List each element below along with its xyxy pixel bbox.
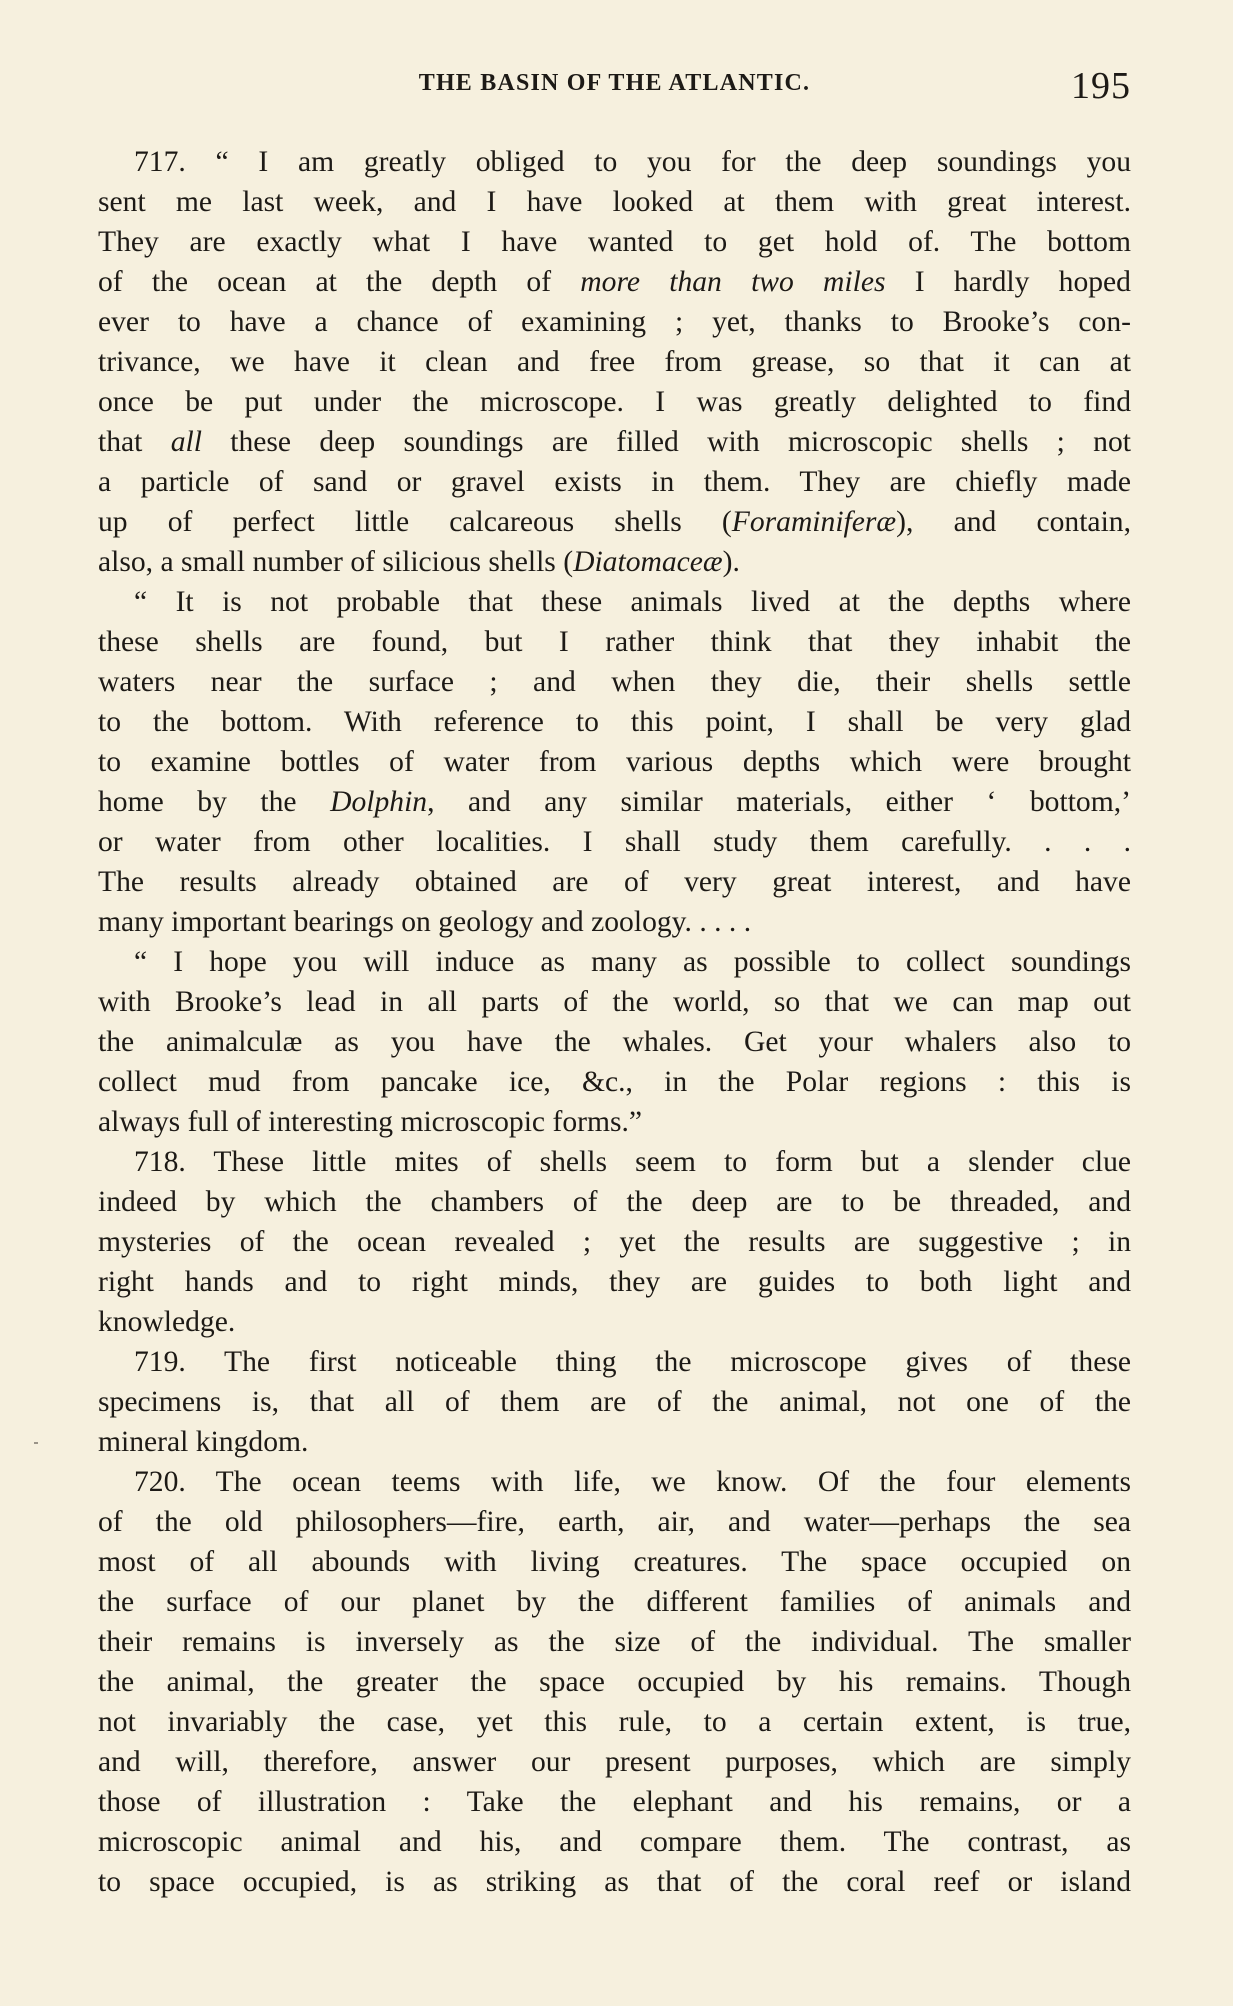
- text-line: [98, 1782, 1131, 1822]
- text-line: [98, 902, 1131, 942]
- text-segment: those of illustration : Take the elephant and his remains, or a: [98, 1786, 1131, 1818]
- text-segment: to the bottom. With reference to this point, I shall be very glad: [98, 706, 1131, 738]
- text-segment: microscopic animal and his, and compare them. The contrast, as: [98, 1826, 1131, 1858]
- text-segment: the surface of our planet by the different families of animals and: [98, 1586, 1131, 1618]
- text-line: [98, 742, 1131, 782]
- text-segment: to examine bottles of water from various depths which were brought: [98, 746, 1131, 778]
- running-head: [98, 65, 1131, 108]
- text-line: [98, 662, 1131, 702]
- text-line: [98, 1862, 1131, 1902]
- text-segment: waters near the surface ; and when they die, their shells settle: [98, 666, 1131, 698]
- text-line: [98, 1422, 1131, 1462]
- text-segment: 718. These little mites of shells seem to form but a slender clue: [134, 1146, 1131, 1178]
- text-segment: indeed by which the chambers of the deep are to be threaded, and: [98, 1186, 1131, 1218]
- text-segment: also, a small number of silicious shells (: [98, 546, 574, 578]
- text-segment: of the ocean at the depth of: [98, 266, 581, 298]
- text-line: [98, 182, 1131, 222]
- text-segment: specimens is, that all of them are of the animal, not one of the: [98, 1386, 1131, 1418]
- text-line: [98, 1502, 1131, 1542]
- text-line: [98, 1102, 1131, 1142]
- text-segment: ).: [722, 546, 740, 578]
- text-segment: 720. The ocean teems with life, we know. Of the four elements: [134, 1466, 1131, 1498]
- text-segment: collect mud from pancake ice, &c., in the Polar regions : this is: [98, 1066, 1131, 1098]
- text-line: [98, 1022, 1131, 1062]
- text-segment: mysteries of the ocean revealed ; yet the results are suggestive ; in: [98, 1226, 1131, 1258]
- text-segment: 717. “ I am greatly obliged to you for the deep soundings you: [134, 146, 1131, 178]
- text-segment: of the old philosophers—fire, earth, air, and water—perhaps the sea: [98, 1506, 1131, 1538]
- text-line: [98, 1142, 1131, 1182]
- text-line: [98, 1542, 1131, 1582]
- text-segment: mineral kingdom.: [98, 1426, 309, 1458]
- text-segment: The results already obtained are of very great interest, and have: [98, 866, 1131, 898]
- text-segment: “ I hope you will induce as many as possible to collect soundings: [134, 946, 1131, 978]
- text-line: [98, 1262, 1131, 1302]
- text-segment: trivance, we have it clean and free from grease, so that it can at: [98, 346, 1131, 378]
- italic-text: Diatomaceæ: [573, 546, 723, 578]
- margin-mark: [34, 1442, 38, 1444]
- text-line: [98, 502, 1131, 542]
- text-line: [98, 1662, 1131, 1702]
- text-line: [98, 302, 1131, 342]
- text-segment: a particle of sand or gravel exists in them. They are chiefly made: [98, 466, 1131, 498]
- page-number: 195: [1071, 65, 1131, 107]
- text-segment: ), and contain,: [896, 506, 1131, 538]
- body-text: [98, 142, 1131, 1902]
- text-line: [98, 1822, 1131, 1862]
- text-line: [98, 982, 1131, 1022]
- text-line: [98, 422, 1131, 462]
- text-segment: or water from other localities. I shall study them carefully. . . .: [98, 826, 1131, 858]
- text-line: [98, 582, 1131, 622]
- text-line: [98, 1742, 1131, 1782]
- text-line: [98, 462, 1131, 502]
- text-segment: up of perfect little calcareous shells (: [98, 506, 732, 538]
- text-line: [98, 1622, 1131, 1662]
- text-segment: not invariably the case, yet this rule, to a certain extent, is true,: [98, 1706, 1131, 1738]
- text-segment: that: [98, 426, 171, 458]
- text-segment: and will, therefore, answer our present purposes, which are simply: [98, 1746, 1131, 1778]
- text-line: [98, 862, 1131, 902]
- text-line: [98, 542, 1131, 582]
- text-segment: always full of interesting microscopic forms.”: [98, 1106, 643, 1138]
- text-segment: once be put under the microscope. I was greatly delighted to find: [98, 386, 1131, 418]
- text-segment: knowledge.: [98, 1306, 236, 1338]
- text-line: [98, 1702, 1131, 1742]
- text-segment: their remains is inversely as the size of the individual. The smaller: [98, 1626, 1131, 1658]
- text-segment: these shells are found, but I rather think that they inhabit the: [98, 626, 1131, 658]
- text-line: [98, 142, 1131, 182]
- text-segment: I hardly hoped: [885, 266, 1131, 298]
- text-segment: They are exactly what I have wanted to get hold of. The bottom: [98, 226, 1131, 258]
- text-line: [98, 262, 1131, 302]
- text-segment: home by the: [98, 786, 331, 818]
- text-line: [98, 342, 1131, 382]
- text-line: [98, 1382, 1131, 1422]
- text-segment: many important bearings on geology and zoology. . . . .: [98, 906, 752, 938]
- text-line: [98, 782, 1131, 822]
- text-line: [98, 382, 1131, 422]
- text-segment: ever to have a chance of examining ; yet, thanks to Brooke’s con-: [98, 306, 1131, 338]
- italic-text: all: [170, 426, 202, 458]
- italic-text: Foraminiferæ: [731, 506, 897, 538]
- text-line: [98, 622, 1131, 662]
- text-line: [98, 1302, 1131, 1342]
- text-segment: to space occupied, is as striking as that of the coral reef or island: [98, 1866, 1131, 1898]
- text-line: [98, 1222, 1131, 1262]
- text-line: [98, 1462, 1131, 1502]
- text-segment: right hands and to right minds, they are guides to both light and: [98, 1266, 1131, 1298]
- italic-text: Dolphin: [330, 786, 428, 818]
- text-segment: , and any similar materials, either ‘ bottom,’: [427, 786, 1131, 818]
- text-line: [98, 222, 1131, 262]
- text-line: [98, 1062, 1131, 1102]
- text-line: [98, 1582, 1131, 1622]
- text-line: [98, 942, 1131, 982]
- text-segment: “ It is not probable that these animals lived at the depths where: [134, 586, 1131, 618]
- italic-text: more than two miles: [580, 266, 886, 298]
- text-segment: these deep soundings are filled with microscopic shells ; not: [201, 426, 1131, 458]
- text-segment: the animalculæ as you have the whales. Get your whalers also to: [98, 1026, 1131, 1058]
- text-line: [98, 822, 1131, 862]
- text-segment: most of all abounds with living creatures. The space occupied on: [98, 1546, 1131, 1578]
- text-segment: 719. The first noticeable thing the microscope gives of these: [134, 1346, 1131, 1378]
- text-segment: the animal, the greater the space occupied by his remains. Though: [98, 1666, 1131, 1698]
- running-head-title: THE BASIN OF THE ATLANTIC.: [418, 70, 811, 96]
- text-segment: sent me last week, and I have looked at them with great interest.: [98, 186, 1131, 218]
- text-line: [98, 1342, 1131, 1382]
- text-line: [98, 1182, 1131, 1222]
- text-line: [98, 702, 1131, 742]
- text-segment: with Brooke’s lead in all parts of the world, so that we can map out: [98, 986, 1131, 1018]
